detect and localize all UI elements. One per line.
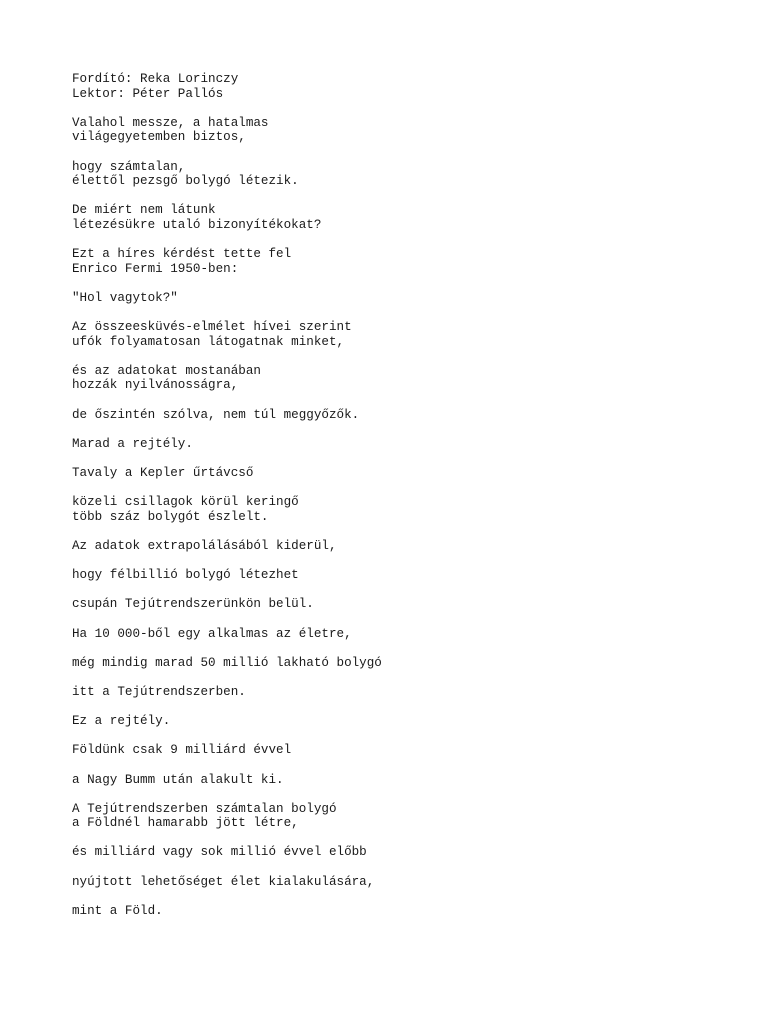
paragraph bbox=[72, 597, 712, 612]
text-line: itt a Tejútrendszerben. bbox=[72, 684, 246, 699]
text-line: a Földnél hamarabb jött létre, bbox=[72, 816, 299, 831]
text-line: Marad a rejtély. bbox=[72, 436, 193, 451]
paragraph bbox=[72, 656, 712, 671]
text-line: Az adatok extrapolálásából kiderül, bbox=[72, 539, 337, 553]
paragraph bbox=[72, 495, 712, 524]
paragraph bbox=[72, 466, 712, 481]
text-line: csupán Tejútrendszerünkön belül. bbox=[72, 597, 314, 612]
paragraph bbox=[72, 203, 712, 232]
text-line: Lektor: Péter Pallós bbox=[72, 86, 224, 101]
paragraph bbox=[72, 539, 712, 554]
text-line: Tavaly a Kepler űrtávcső bbox=[72, 466, 254, 481]
paragraph bbox=[72, 773, 712, 788]
paragraph bbox=[72, 291, 712, 306]
paragraph bbox=[72, 802, 712, 831]
paragraph bbox=[72, 160, 712, 189]
paragraph bbox=[72, 364, 712, 393]
paragraph bbox=[72, 743, 712, 758]
paragraph bbox=[72, 72, 712, 101]
paragraph bbox=[72, 408, 712, 423]
text-line: élettől pezsgő bolygó létezik. bbox=[72, 174, 299, 189]
text-line: és az adatokat mostanában bbox=[72, 363, 261, 378]
paragraph bbox=[72, 875, 712, 890]
paragraph bbox=[72, 320, 712, 349]
text-line: Enrico Fermi 1950-ben: bbox=[72, 261, 239, 276]
text-line: Fordító: Reka Lorinczy bbox=[72, 72, 239, 86]
paragraph bbox=[72, 685, 712, 700]
text-line: Valahol messze, a hatalmas bbox=[72, 115, 269, 130]
text-line: világegyetemben biztos, bbox=[72, 130, 246, 145]
text-line: nyújtott lehetőséget élet kialakulására, bbox=[72, 874, 375, 889]
text-line: De miért nem látunk bbox=[72, 203, 216, 218]
text-line: A Tejútrendszerben számtalan bolygó bbox=[72, 801, 337, 816]
paragraph bbox=[72, 247, 712, 276]
paragraph bbox=[72, 437, 712, 452]
text-line: hozzák nyilvánosságra, bbox=[72, 378, 239, 393]
paragraph bbox=[72, 627, 712, 642]
text-line: ufók folyamatosan látogatnak minket, bbox=[72, 334, 345, 349]
text-line: Ha 10 000-ből egy alkalmas az életre, bbox=[72, 626, 352, 641]
paragraph bbox=[72, 904, 712, 919]
text-line: közeli csillagok körül keringő bbox=[72, 495, 299, 510]
paragraph bbox=[72, 845, 712, 860]
paragraph bbox=[72, 568, 712, 583]
text-line: még mindig marad 50 millió lakható bolygó bbox=[72, 655, 382, 670]
text-line: hogy számtalan, bbox=[72, 159, 186, 174]
text-line: Ez a rejtély. bbox=[72, 714, 171, 729]
paragraph bbox=[72, 116, 712, 145]
text-line: de őszintén szólva, nem túl meggyőzők. bbox=[72, 407, 360, 422]
text-line: Az összeesküvés-elmélet hívei szerint bbox=[72, 320, 352, 335]
text-line: létezésükre utaló bizonyítékokat? bbox=[72, 217, 322, 232]
text-line: mint a Föld. bbox=[72, 903, 163, 918]
text-line: "Hol vagytok?" bbox=[72, 290, 178, 305]
text-line: a Nagy Bumm után alakult ki. bbox=[72, 772, 284, 787]
paragraph bbox=[72, 714, 712, 729]
text-line: Földünk csak 9 milliárd évvel bbox=[72, 743, 292, 758]
text-line: több száz bolygót észlelt. bbox=[72, 509, 269, 524]
text-line: és milliárd vagy sok millió évvel előbb bbox=[72, 845, 367, 860]
text-line: hogy félbillió bolygó létezhet bbox=[72, 568, 299, 583]
document-page bbox=[72, 72, 712, 933]
text-line: Ezt a híres kérdést tette fel bbox=[72, 247, 292, 262]
